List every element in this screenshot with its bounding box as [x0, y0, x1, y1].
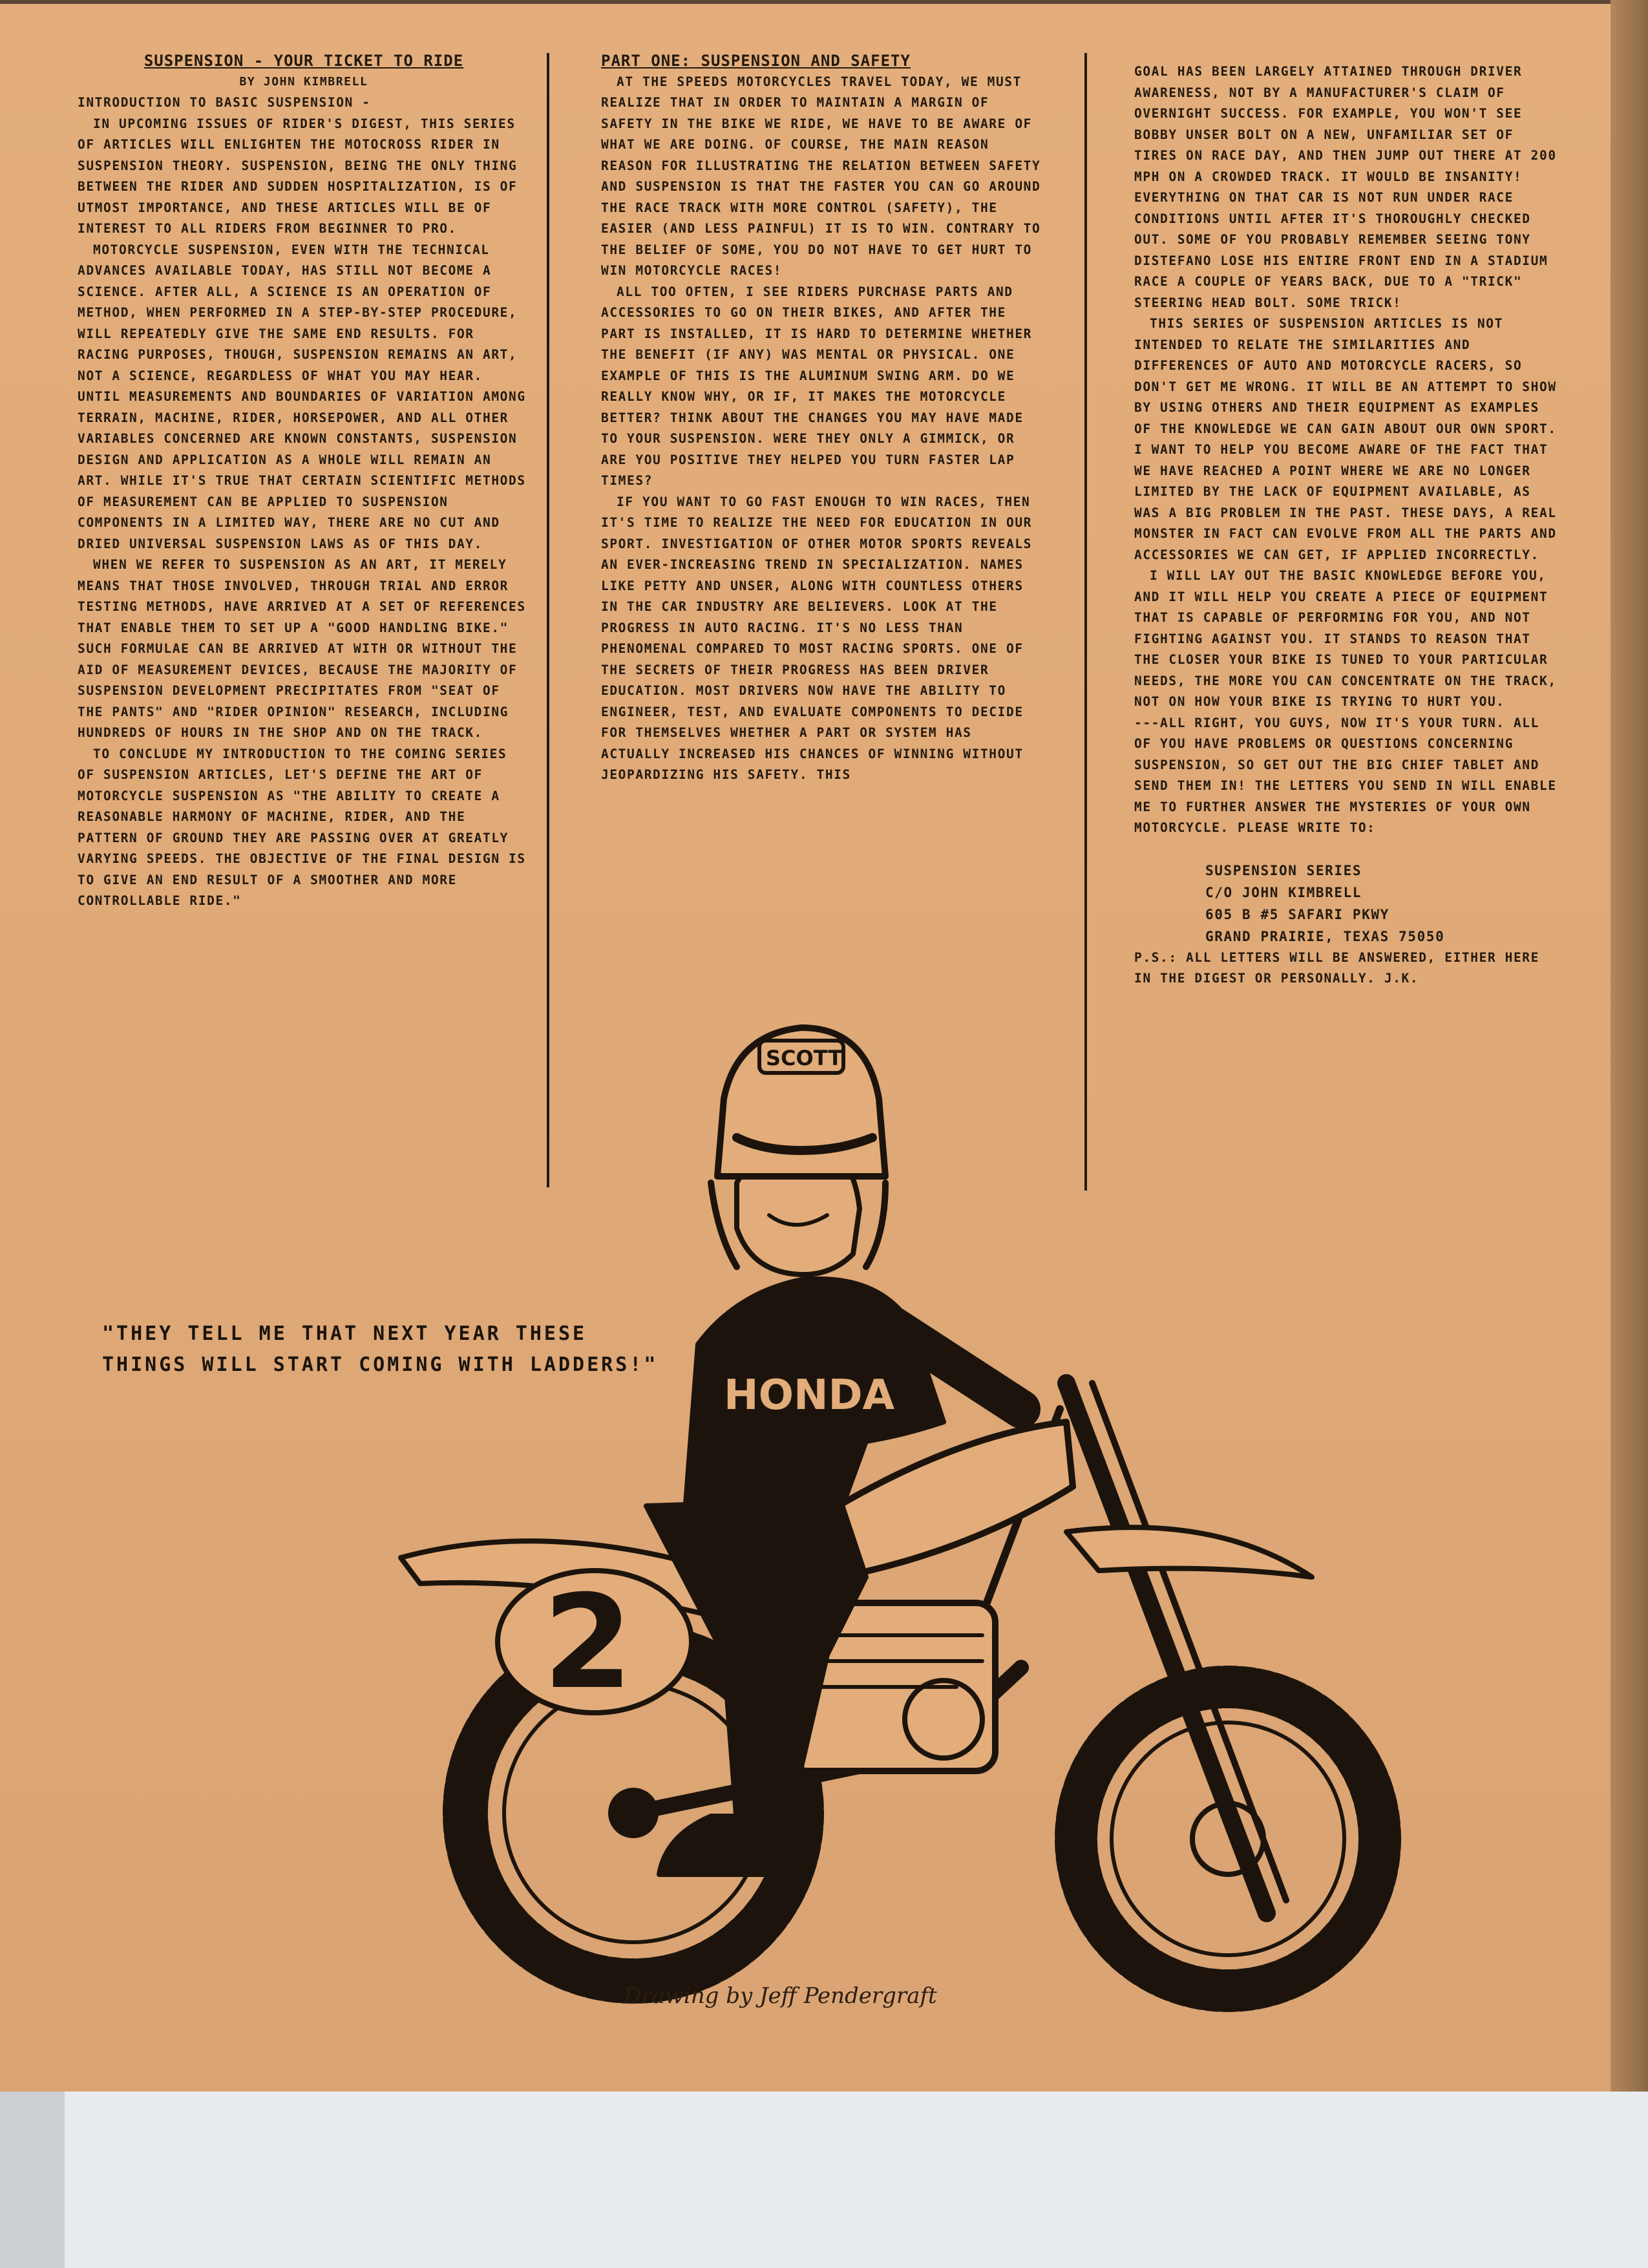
col1-paragraph-2: MOTORCYCLE SUSPENSION, EVEN WITH THE TECHNICAL ADVANCES AVAILABLE TODAY, HAS STILL NOT BECOME A SCIENCE. AFTER ALL, A SCIENCE IS AN OPERATION OF METHOD, WHEN PERFORMED IN A STEP-BY-STEP PROCEDURE, WILL REPEATEDLY GIVE THE SAME END RESULTS. FOR RACING PURPOSES, THOUGH, SUSPENSION REMAINS AN ART, NOT A SCIENCE, REGARDLESS OF WHAT YOU MAY HEAR. UNTIL MEASUREMENTS AND BOUNDARIES OF VARIATION AMONG TERRAIN, MACHINE, RIDER, HORSEPOWER, AND ALL OTHER VARIABLES CONCERNED ARE KNOWN CONSTANTS, SUSPENSION DESIGN AND APPLICATION AS A WHOLE WILL REMAIN AN ART. WHILE IT'S TRUE THAT CERTAIN SCIENTIFIC METHODS OF MEASUREMENT CAN BE APPLIED TO SUSPENSION COMPONENTS IN A LIMITED WAY, THERE ARE NO CUT AND DRIED UNIVERSAL SUSPENSION LAWS AS OF THIS DAY. — [78, 242, 526, 551]
col3-paragraph-2: THIS SERIES OF SUSPENSION ARTICLES IS NOT INTENDED TO RELATE THE SIMILARITIES AND DIFFERENCES OF AUTO AND MOTORCYCLE RACERS, SO DON'T GET ME WRONG. IT WILL BE AN ATTEMPT TO SHOW BY USING OTHERS AND THEIR EQUIPMENT AS EXAMPLES OF THE KNOWLEDGE WE CAN GAIN ABOUT OUR OWN SPORT. I WANT TO HELP YOU BECOME AWARE OF THE FACT THAT WE HAVE REACHED A POINT WHERE WE ARE NO LONGER LIMITED BY THE LACK OF EQUIPMENT AVAILABLE, AS WAS A BIG PROBLEM IN THE PAST. THESE DAYS, A REAL MONSTER IN FACT CAN EVOLVE FROM ALL THE PARTS AND ACCESSORIES WE CAN GET, IF APPLIED INCORRECTLY. — [1134, 316, 1557, 562]
address-line-1: SUSPENSION SERIES — [1205, 862, 1362, 878]
col2-paragraph-1: AT THE SPEEDS MOTORCYCLES TRAVEL TODAY, WE MUST REALIZE THAT IN ORDER TO MAINTAIN A MARGIN OF SAFETY IN THE BIKE WE RIDE, WE HAVE TO BE AWARE OF WHAT WE ARE DOING. OF COURSE, THE MAIN REASON REASON FOR ILLUSTRATING THE RELATION BETWEEN SAFETY AND SUSPENSION IS THAT THE FASTER YOU CAN GO AROUND THE RACE TRACK WITH MORE CONTROL (SAFETY), THE EASIER (AND LESS PAINFUL) IT IS TO WIN. CONTRARY TO THE BELIEF OF SOME, YOU DO NOT HAVE TO GET HURT TO WIN MOTORCYCLE RACES! — [601, 74, 1041, 278]
postscript: P.S.: ALL LETTERS WILL BE ANSWERED, EITHER HERE IN THE DIGEST OR PERSONALLY. J.K. — [1134, 949, 1539, 986]
column-two — [601, 50, 1047, 786]
article-byline: BY JOHN KIMBRELL — [239, 74, 368, 89]
number-plate-digit: 2 — [543, 1567, 633, 1718]
mailing-address — [1205, 860, 1561, 948]
page-edge — [1611, 0, 1648, 2092]
scanner-background — [0, 2092, 1648, 2268]
address-line-3: 605 B #5 SAFARI PKWY — [1205, 906, 1389, 922]
col2-paragraph-2: ALL TOO OFTEN, I SEE RIDERS PURCHASE PARTS AND ACCESSORIES TO GO ON THEIR BIKES, AND AFTER THE PART IS INSTALLED, IT IS HARD TO DETERMINE WHETHER THE BENEFIT (IF ANY) WAS MENTAL OR PHYSICAL. ONE EXAMPLE OF THIS IS THE ALUMINUM SWING ARM. DO WE REALLY KNOW WHY, OR IF, IT MAKES THE MOTORCYCLE BETTER? THINK ABOUT THE CHANGES YOU MAY HAVE MADE TO YOUR SUSPENSION. WERE THEY ONLY A GIMMICK, OR ARE YOU POSITIVE THEY HELPED YOU TURN FASTER LAP TIMES? — [601, 284, 1032, 488]
part-one-heading: PART ONE: SUSPENSION AND SAFETY — [601, 52, 911, 70]
intro-heading: INTRODUCTION TO BASIC SUSPENSION - — [78, 95, 371, 110]
col1-paragraph-4: TO CONCLUDE MY INTRODUCTION TO THE COMING SERIES OF SUSPENSION ARTICLES, LET'S DEFINE THE ART OF MOTORCYCLE SUSPENSION AS "THE ABILITY TO CREATE A REASONABLE HARMONY OF MACHINE, RIDER, AND THE PATTERN OF GROUND THEY ARE PASSING OVER AT GREATLY VARYING SPEEDS. THE OBJECTIVE OF THE FINAL DESIGN IS TO GIVE AN END RESULT OF A SMOOTHER AND MORE CONTROLLABLE RIDE." — [78, 746, 526, 908]
motocross-rider-illustration — [375, 1021, 1474, 2023]
helmet-lettering: SCOTT — [766, 1046, 843, 1070]
front-wheel — [1076, 1687, 1380, 1991]
column-three — [1134, 61, 1561, 990]
cartoon-caption: "THEY TELL ME THAT NEXT YEAR THESE THINGS WILL START COMING WITH LADDERS!" — [102, 1322, 659, 1376]
address-line-4: GRAND PRAIRIE, TEXAS 75050 — [1205, 928, 1445, 944]
col3-paragraph-3: I WILL LAY OUT THE BASIC KNOWLEDGE BEFORE YOU, AND IT WILL HELP YOU CREATE A PIECE OF EQUIPMENT THAT IS CAPABLE OF PERFORMING FOR YOU, AND NOT FIGHTING AGAINST YOU. IT STANDS TO REASON THAT THE CLOSER YOUR BIKE IS TUNED TO YOUR PARTICULAR NEEDS, THE MORE YOU CAN CONCENTRATE ON THE TRACK, NOT ON HOW YOUR BIKE IS TRYING TO HURT YOU. — [1134, 568, 1557, 709]
column-divider-1 — [547, 53, 549, 1187]
article-title: SUSPENSION - YOUR TICKET TO RIDE — [143, 52, 464, 70]
col3-paragraph-1: GOAL HAS BEEN LARGELY ATTAINED THROUGH DRIVER AWARENESS, NOT BY A MANUFACTURER'S CLAIM OF OVERNIGHT SUCCESS. FOR EXAMPLE, YOU WON'T SEE BOBBY UNSER BOLT ON A NEW, UNFAMILIAR SET OF TIRES ON RACE DAY, AND THEN JUMP OUT THERE AT 200 MPH ON A CROWDED TRACK. IT WOULD BE INSANITY! EVERYTHING ON THAT CAR IS NOT RUN UNDER RACE CONDITIONS UNTIL AFTER IT'S THOROUGHLY CHECKED OUT. SOME OF YOU PROBABLY REMEMBER SEEING TONY DISTEFANO LOSE HIS ENTIRE FRONT END IN A STADIUM RACE A COUPLE OF YEARS BACK, DUE TO A "TRICK" STEERING HEAD BOLT. SOME TRICK! — [1134, 64, 1557, 310]
col1-paragraph-1: IN UPCOMING ISSUES OF RIDER'S DIGEST, THIS SERIES OF ARTICLES WILL ENLIGHTEN THE MOTOCROSS RIDER IN SUSPENSION THEORY. SUSPENSION, BEING THE ONLY THING BETWEEN THE RIDER AND SUDDEN HOSPITALIZATION, IS OF UTMOST IMPORTANCE, AND THESE ARTICLES WILL BE OF INTEREST TO ALL RIDERS FROM BEGINNER TO PRO. — [78, 116, 518, 236]
jersey-lettering: HONDA — [724, 1372, 895, 1419]
col2-paragraph-3: IF YOU WANT TO GO FAST ENOUGH TO WIN RACES, THEN IT'S TIME TO REALIZE THE NEED FOR EDUCATION IN OUR SPORT. INVESTIGATION OF OTHER MOTOR SPORTS REVEALS AN EVER-INCREASING TREND IN SPECIALIZATION. NAMES LIKE PETTY AND UNSER, ALONG WITH COUNTLESS OTHERS IN THE CAR INDUSTRY ARE BELIEVERS. LOOK AT THE PROGRESS IN AUTO RACING. IT'S NO LESS THAN PHENOMENAL COMPARED TO MOST RACING SPORTS. ONE OF THE SECRETS OF THEIR PROGRESS HAS BEEN DRIVER EDUCATION. MOST DRIVERS NOW HAVE THE ABILITY TO ENGINEER, TEST, AND EVALUATE COMPONENTS TO DECIDE FOR THEMSELVES WHETHER A PART OR SYSTEM HAS ACTUALLY INCREASED HIS CHANCES OF WINNING WITHOUT JEOPARDIZING HIS SAFETY. THIS — [601, 494, 1032, 782]
address-line-2: C/O JOHN KIMBRELL — [1205, 884, 1362, 900]
col3-paragraph-4: ---ALL RIGHT, YOU GUYS, NOW IT'S YOUR TURN. ALL OF YOU HAVE PROBLEMS OR QUESTIONS CONCERNING SUSPENSION, SO GET OUT THE BIG CHIEF TABLET AND SEND THEM IN! THE LETTERS YOU SEND IN WILL ENABLE ME TO FURTHER ANSWER THE MYSTERIES OF YOUR OWN MOTORCYCLE. PLEASE WRITE TO: — [1134, 715, 1557, 835]
rider-boot — [659, 1816, 801, 1874]
column-one — [78, 50, 530, 912]
illustration-credit: Drawing by Jeff Pendergraft — [624, 1983, 937, 2009]
column-divider-2 — [1084, 53, 1087, 1191]
scanner-strip — [0, 2092, 65, 2268]
col1-paragraph-3: WHEN WE REFER TO SUSPENSION AS AN ART, IT MERELY MEANS THAT THOSE INVOLVED, THROUGH TRIAL AND ERROR TESTING METHODS, HAVE ARRIVED AT A SET OF REFERENCES THAT ENABLE THEM TO SET UP A "GOOD HANDLING BIKE." SUCH FORMULAE CAN BE ARRIVED AT WITH OR WITHOUT THE AID OF MEASUREMENT DEVICES, BECAUSE THE MAJORITY OF SUSPENSION DEVELOPMENT PRECIPITATES FROM "SEAT OF THE PANTS" AND "RIDER OPINION" RESEARCH, INCLUDING HUNDREDS OF HOURS IN THE SHOP AND ON THE TRACK. — [78, 557, 526, 740]
